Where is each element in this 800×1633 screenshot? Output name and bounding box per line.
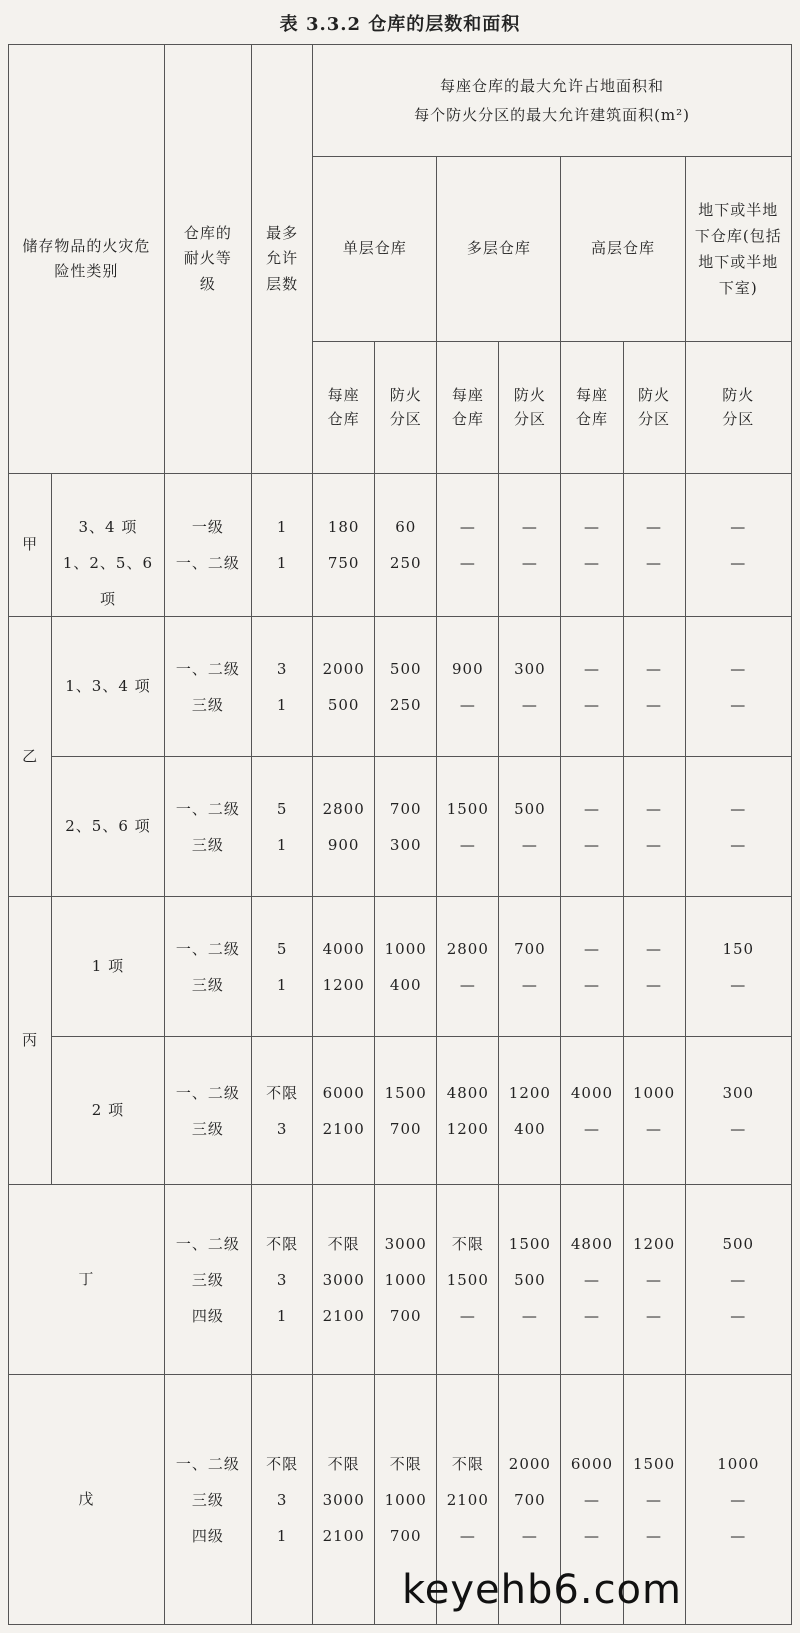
value-cell: 60 250 [375,474,437,617]
value-cell: 不限 3000 2100 [313,1185,375,1375]
rating-cell: 一、二级 三级 四级 [164,1375,251,1625]
value-cell: 1500 500 — [499,1185,561,1375]
sub-cell: 2 项 [52,1037,165,1185]
value-cell: — — [437,474,499,617]
value-cell: — — [561,474,623,617]
floors-cell: 5 1 [252,757,313,897]
sub-cell: 1、3、4 项 [52,617,165,757]
class-cell: 戊 [9,1375,165,1625]
value-cell: 6000 — — [561,1375,623,1625]
value-cell: 700 300 [375,757,437,897]
header-area-line1: 每座仓库的最大允许占地面积和 [440,77,665,95]
value-cell: 不限 3000 2100 [313,1375,375,1625]
header-area-group [313,45,792,157]
floors-cell: 不限 3 1 [252,1375,313,1625]
value-cell: 1000 400 [375,897,437,1037]
value-cell: 1000 — — [685,1375,791,1625]
value-cell: 1200 400 [499,1037,561,1185]
floors-cell: 3 1 [252,617,313,757]
sub-per-building: 每座仓库 [561,342,623,474]
rating-cell: 一级 一、二级 [164,474,251,617]
sub-fire-zone: 防火分区 [685,342,791,474]
value-cell: 不限 1500 — [437,1185,499,1375]
value-cell: — — [561,897,623,1037]
table-row [9,757,792,897]
header-single: 单层仓库 [313,157,437,342]
value-cell: — — [685,757,791,897]
value-cell: 不限 1000 700 [375,1375,437,1625]
sub-cell: 3、4 项 1、2、5、6 项 [52,474,165,617]
sub-fire-zone: 防火分区 [623,342,685,474]
table-row [9,474,792,617]
value-cell: 4000 — [561,1037,623,1185]
floors-cell: 不限 3 [252,1037,313,1185]
value-cell: — — [623,617,685,757]
value-cell: 1200 — — [623,1185,685,1375]
value-cell: 4800 — — [561,1185,623,1375]
sub-fire-zone: 防火分区 [375,342,437,474]
value-cell: 6000 2100 [313,1037,375,1185]
value-cell: 1000 — [623,1037,685,1185]
value-cell: 1500 — [437,757,499,897]
warehouse-area-table [8,44,792,1625]
header-max-floors: 最多允许层数 [252,45,313,474]
value-cell: 150 — [685,897,791,1037]
sub-cell: 1 项 [52,897,165,1037]
header-area-line2: 每个防火分区的最大允许建筑面积(m²) [414,105,691,124]
value-cell: 2800 900 [313,757,375,897]
header-fire-rating: 仓库的耐火等级 [164,45,251,474]
value-cell: — — [623,474,685,617]
rating-cell: 一、二级 三级 四级 [164,1185,251,1375]
rating-cell: 一、二级 三级 [164,617,251,757]
value-cell: — — [685,474,791,617]
table-title: 表 3.3.2 仓库的层数和面积 [279,14,521,35]
class-cell: 丁 [9,1185,165,1375]
value-cell: 500 — [499,757,561,897]
value-cell: 2000 500 [313,617,375,757]
header-category: 储存物品的火灾危险性类别 [9,45,165,474]
value-cell: 1500 — — [623,1375,685,1625]
table-row [9,1037,792,1185]
value-cell: 不限 2100 — [437,1375,499,1625]
class-cell: 丙 [9,897,52,1185]
rating-cell: 一、二级 三级 [164,1037,251,1185]
value-cell: 500 250 [375,617,437,757]
watermark-text: keyehb6.com [402,1567,682,1613]
rating-cell: 一、二级 三级 [164,897,251,1037]
value-cell: — — [623,757,685,897]
floors-cell: 5 1 [252,897,313,1037]
value-cell: — — [685,617,791,757]
value-cell: 300 — [499,617,561,757]
table-row [9,617,792,757]
floors-cell: 1 1 [252,474,313,617]
value-cell: 2800 — [437,897,499,1037]
floors-cell: 不限 3 1 [252,1185,313,1375]
sub-cell: 2、5、6 项 [52,757,165,897]
sub-fire-zone: 防火分区 [499,342,561,474]
value-cell: — — [499,474,561,617]
value-cell: 300 — [685,1037,791,1185]
header-high: 高层仓库 [561,157,685,342]
class-cell: 乙 [9,617,52,897]
sub-per-building: 每座仓库 [437,342,499,474]
value-cell: 3000 1000 700 [375,1185,437,1375]
rating-cell: 一、二级 三级 [164,757,251,897]
value-cell: — — [623,897,685,1037]
value-cell: 4000 1200 [313,897,375,1037]
value-cell: 4800 1200 [437,1037,499,1185]
value-cell: 180 750 [313,474,375,617]
sub-per-building: 每座仓库 [313,342,375,474]
table-row [9,897,792,1037]
value-cell: — — [561,617,623,757]
value-cell: 700 — [499,897,561,1037]
value-cell: 2000 700 — [499,1375,561,1625]
header-underground: 地下或半地下仓库(包括地下或半地下室) [685,157,791,342]
value-cell: 900 — [437,617,499,757]
class-cell: 甲 [9,474,52,617]
value-cell: 500 — — [685,1185,791,1375]
header-multi: 多层仓库 [437,157,561,342]
table-row [9,1185,792,1375]
value-cell: 1500 700 [375,1037,437,1185]
value-cell: — — [561,757,623,897]
